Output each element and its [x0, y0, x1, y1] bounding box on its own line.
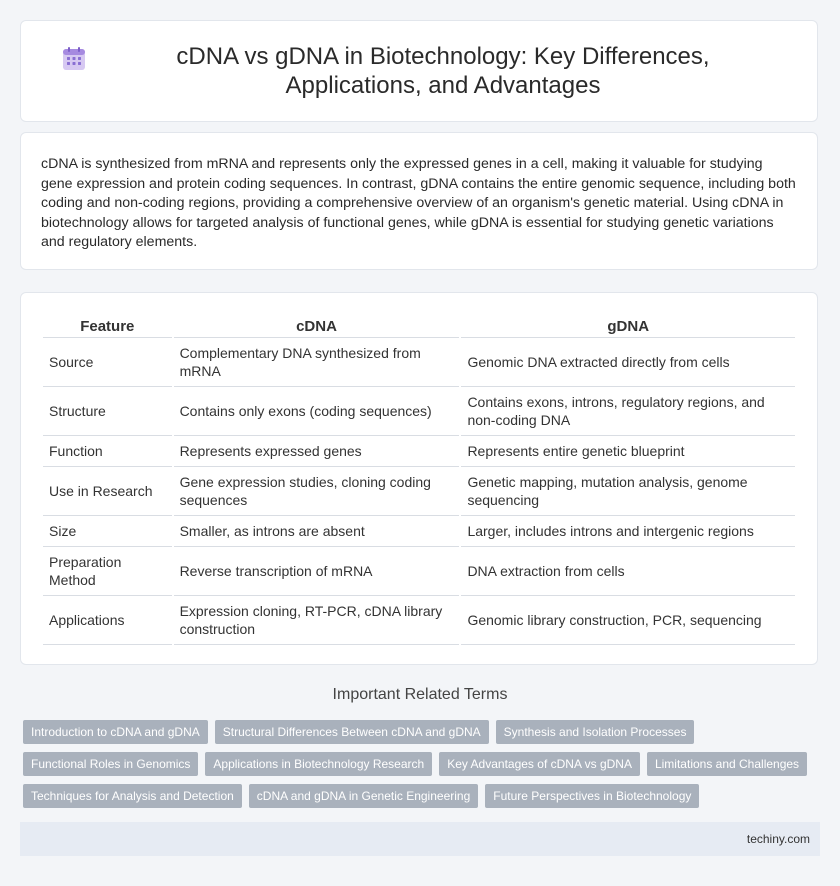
- row-cdna: Contains only exons (coding sequences): [174, 387, 460, 436]
- title-card: [20, 20, 818, 122]
- related-term-link[interactable]: Functional Roles in Genomics: [23, 752, 198, 776]
- row-feature: Source: [43, 338, 172, 387]
- table-row: [43, 338, 795, 387]
- row-feature: Applications: [43, 596, 172, 645]
- row-feature: Size: [43, 516, 172, 547]
- related-terms-heading: Important Related Terms: [332, 686, 508, 703]
- row-gdna: DNA extraction from cells: [461, 547, 795, 596]
- table-header-row: [43, 315, 795, 338]
- related-term-link[interactable]: Future Perspectives in Biotechnology: [485, 784, 699, 808]
- related-term-link[interactable]: Limitations and Challenges: [647, 752, 807, 776]
- table-row: [43, 516, 795, 547]
- related-term-link[interactable]: Structural Differences Between cDNA and gDNA: [215, 720, 489, 744]
- row-gdna: Contains exons, introns, regulatory regions, and non-coding DNA: [461, 387, 795, 436]
- comparison-card: [20, 292, 818, 665]
- intro-card: [20, 132, 818, 270]
- calendar-grid-icon: [61, 46, 87, 72]
- related-term-link[interactable]: Key Advantages of cDNA vs gDNA: [439, 752, 640, 776]
- row-cdna: Smaller, as introns are absent: [174, 516, 460, 547]
- footer: [20, 822, 820, 856]
- row-feature: Use in Research: [43, 467, 172, 516]
- row-cdna: Expression cloning, RT-PCR, cDNA library construction: [174, 596, 460, 645]
- table-row: [43, 436, 795, 467]
- row-gdna: Genomic library construction, PCR, sequencing: [461, 596, 795, 645]
- intro-paragraph: cDNA is synthesized from mRNA and represents only the expressed genes in a cell, making it valuable for studying gene expression and protein coding sequences. In contrast, gDNA contains the entire genomic sequence, including both coding and non-coding regions, providing a comprehensive overview of an organism's genetic material. Using cDNA in biotechnology allows for targeted analysis of functional genes, while gDNA is essential for studying genetic variations and regulatory elements.: [41, 156, 796, 250]
- row-feature: Function: [43, 436, 172, 467]
- row-gdna: Represents entire genetic blueprint: [461, 436, 795, 467]
- row-gdna: Larger, includes introns and intergenic regions: [461, 516, 795, 547]
- table-row: [43, 467, 795, 516]
- header-feature: Feature: [43, 315, 172, 338]
- table-row: [43, 596, 795, 645]
- table-row: [43, 387, 795, 436]
- row-cdna: Reverse transcription of mRNA: [174, 547, 460, 596]
- header-cdna: cDNA: [174, 315, 460, 338]
- row-cdna: Gene expression studies, cloning coding sequences: [174, 467, 460, 516]
- related-term-link[interactable]: cDNA and gDNA in Genetic Engineering: [249, 784, 478, 808]
- title-wrap: [61, 42, 777, 100]
- row-gdna: Genomic DNA extracted directly from cells: [461, 338, 795, 387]
- row-gdna: Genetic mapping, mutation analysis, genome sequencing: [461, 467, 795, 516]
- related-term-link[interactable]: Applications in Biotechnology Research: [205, 752, 432, 776]
- related-terms-list: [23, 720, 823, 816]
- site-link[interactable]: techiny.com: [746, 832, 810, 846]
- table-row: [43, 547, 795, 596]
- page-title: cDNA vs gDNA in Biotechnology: Key Differences, Applications, and Advantages: [176, 43, 710, 99]
- comparison-table: [41, 315, 797, 645]
- related-term-link[interactable]: Synthesis and Isolation Processes: [496, 720, 695, 744]
- row-cdna: Complementary DNA synthesized from mRNA: [174, 338, 460, 387]
- related-term-link[interactable]: Introduction to cDNA and gDNA: [23, 720, 208, 744]
- row-feature: Structure: [43, 387, 172, 436]
- header-gdna: gDNA: [461, 315, 795, 338]
- row-feature: Preparation Method: [43, 547, 172, 596]
- row-cdna: Represents expressed genes: [174, 436, 460, 467]
- related-term-link[interactable]: Techniques for Analysis and Detection: [23, 784, 242, 808]
